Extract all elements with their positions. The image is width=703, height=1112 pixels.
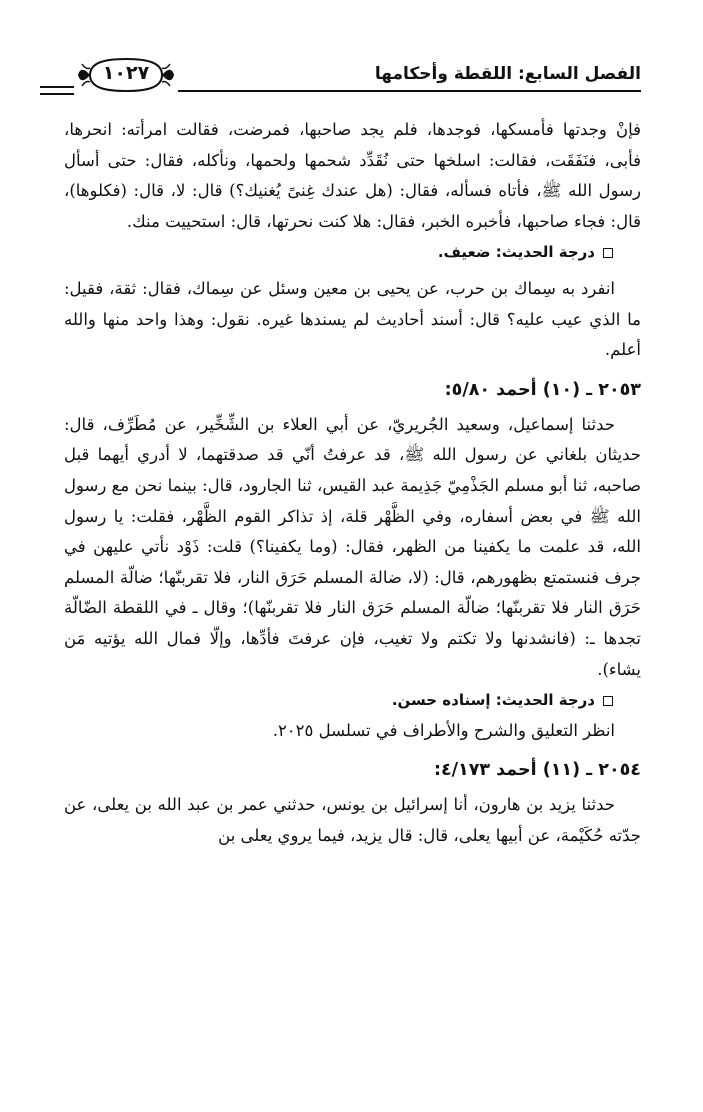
- grade-label: درجة الحديث:: [495, 691, 595, 710]
- square-bullet-icon: [603, 248, 613, 258]
- header-double-rule: [40, 86, 74, 95]
- header-rule: [178, 90, 641, 92]
- commentary-paragraph: انفرد به سِماك بن حرب، عن يحيى بن معين وسئل عن سِماك، فقال: ثقة، فقيل: ما الذي عيب عليه؟ قال: أسند أحاديث لم يسندها غيره. نقول: وهذا واحد منها والله أعلم.: [64, 278, 641, 360]
- square-bullet-icon: [603, 696, 613, 706]
- grade-value: إسناده حسن.: [391, 691, 491, 710]
- running-header: [40, 56, 641, 96]
- grade-label: درجة الحديث:: [495, 243, 595, 262]
- page-number-ornament: [76, 56, 176, 94]
- grade-line-2052: [64, 237, 641, 268]
- page-number: ١٠٢٧: [102, 62, 150, 84]
- chapter-title: الفصل السابع: اللقطة وأحكامها: [374, 64, 641, 84]
- grade-line-2053: [64, 685, 641, 716]
- page-body: [64, 115, 641, 851]
- cross-reference-note: انظر التعليق والشرح والأطراف في تسلسل ٢٠٢٥.: [272, 720, 615, 740]
- grade-value: ضعيف.: [437, 243, 491, 262]
- hadith-2053-heading: ٢٠٥٣ ـ (١٠) أحمد ٥/٨٠:: [444, 379, 641, 400]
- hadith-2053-text: حدثنا إسماعيل، وسعيد الجُريريّ، عن أبي العلاء بن الشِّخِّير، عن مُطَرِّف، قال: حديثان بلغاني عن رسول الله ﷺ، قد عرفتُ أنّي قد صدقتهما، لا أدري أيهما قبل صاحبه، ثنا أبو مسلم الجَذْمِيّ جَذِيمة عبد القيس، ثنا الجارود، قال: بينما نحن مع رسول الله ﷺ في بعض أسفاره، وفي الظَّهْر قلة، إذ تذاكر القوم الظَّهْر، فقلت: يا رسول الله، قد علمت ما يكفينا من الظهر، فقال: (وما يكفينا؟) قلت: ذَوْد نأتي عليهن في جرف فنستمتع بظهورهم، قال: (لا، ضالة المسلم حَرَق النار، فلا تقربنّها؛ ضالّة المسلم حَرَق النار فلا تقربنّها؛ ضالّة المسلم حَرَق النار فلا تقربنّها)؛ وقال ـ في اللقطة الضّالّة تجدها ـ: (فانشدنها ولا تكتم ولا تغيب، فإن عرفتَ فأدِّها، وإلّا فمال الله يؤتيه مَن يشاء).: [64, 414, 641, 679]
- hadith-2052-continuation: فإنْ وجدتها فأمسكها، فوجدها، فلم يجد صاحبها، فمرضت، فقالت امرأته: انحرها، فأبى، فنَفَقَت، فقالت: اسلخها حتى نُقَدِّد شحمها ولحمها، ونأكله، فقال: حتى أسأل رسول الله ﷺ، فأتاه فسأله، فقال: (هل عندك غِنىً يُغنيك؟) قال: لا، قال: (فكلوها)، قال: فجاء صاحبها، فأخبره الخبر، فقال: هلا كنت نحرتها، قال: استحييت منك.: [64, 120, 641, 231]
- hadith-2054-text: حدثنا يزيد بن هارون، أنا إسرائيل بن يونس، حدثني عمر بن عبد الله بن يعلى، عن جدّته حُكَيْمة، عن أبيها يعلى، قال: قال يزيد، فيما يروي يعلى بن: [64, 795, 641, 845]
- hadith-2054-heading: ٢٠٥٤ ـ (١١) أحمد ٤/١٧٣:: [433, 760, 641, 781]
